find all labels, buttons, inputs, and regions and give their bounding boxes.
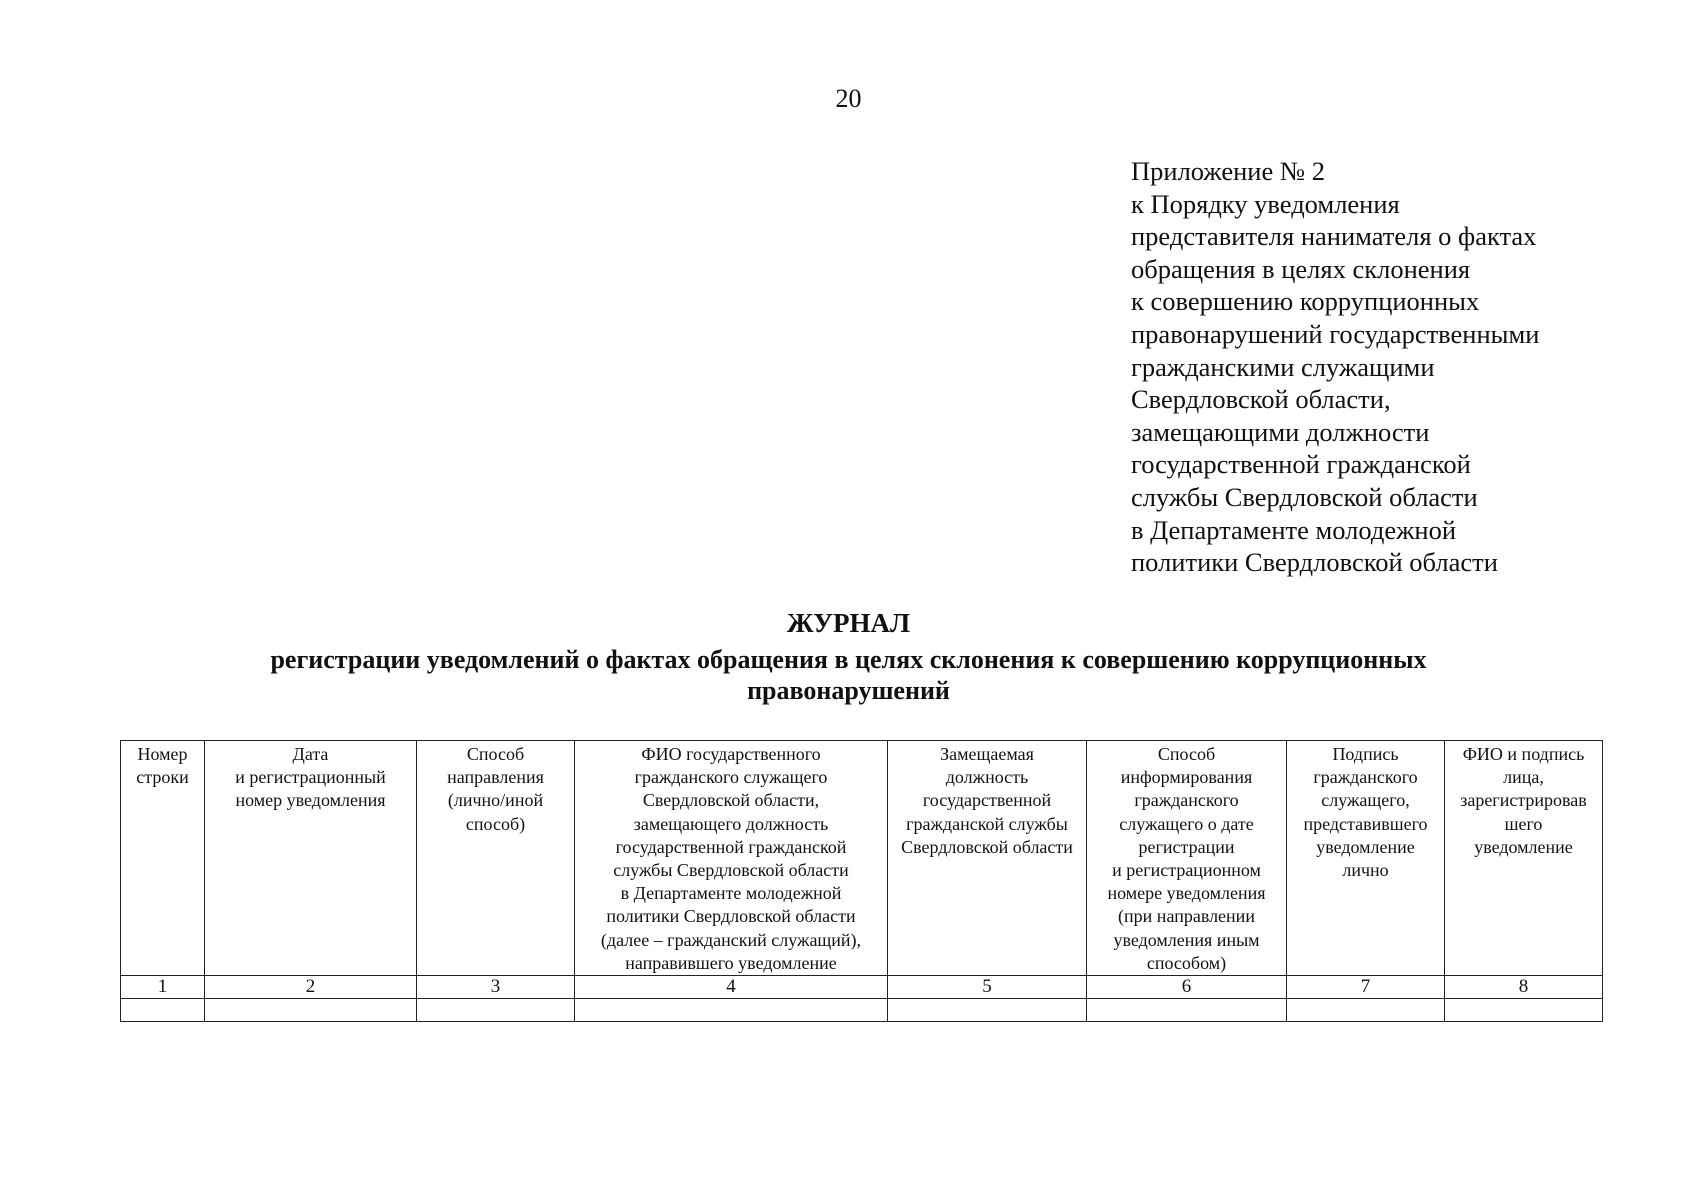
column-header-employee-name [575, 741, 888, 976]
column-number: 3 [417, 976, 575, 999]
header-line: политики Свердловской области [606, 906, 856, 927]
journal-subtitle-line: регистрации уведомлений о фактах обращения в целях склонения к совершению коррупционных [270, 645, 1427, 674]
table-cell [888, 999, 1087, 1022]
header-line: Номер [137, 744, 188, 764]
header-line: строки [136, 767, 189, 788]
header-line: и регистрационном [1112, 860, 1261, 881]
header-line: направления [447, 767, 544, 788]
appendix-line: к Порядку уведомления [1131, 188, 1400, 219]
header-line: Замещаемая [940, 744, 1034, 764]
table-cell [575, 999, 888, 1022]
appendix-line: замещающими должности [1131, 416, 1430, 447]
appendix-line: обращения в целях склонения [1131, 253, 1471, 284]
header-line: (лично/иной [447, 790, 544, 811]
table-row [121, 999, 1603, 1022]
header-line: ФИО и подпись [1462, 744, 1585, 764]
journal-title: ЖУРНАЛ [786, 608, 911, 638]
column-header-informing-method [1087, 741, 1287, 976]
column-number: 2 [205, 976, 417, 999]
journal-subtitle [160, 644, 1537, 706]
table-cell [417, 999, 575, 1022]
header-line: направившего уведомление [625, 952, 837, 973]
header-line: государственной гражданской [615, 836, 847, 857]
appendix-line: гражданскими служащими [1131, 351, 1435, 382]
appendix-line: Приложение № 2 [1131, 156, 1326, 186]
column-header-method [417, 741, 575, 976]
header-line: номер уведомления [235, 790, 386, 811]
column-number: 7 [1287, 976, 1445, 999]
appendix-line: в Департаменте молодежной [1131, 514, 1457, 545]
column-header-employee-signature [1287, 741, 1445, 976]
header-line: государственной [922, 790, 1052, 811]
appendix-line: государственной гражданской [1131, 449, 1471, 480]
header-line: ФИО государственного [641, 744, 821, 764]
header-line: службы Свердловской области [613, 860, 849, 881]
column-header-date-number [205, 741, 417, 976]
header-line: Способ [1157, 744, 1216, 764]
column-header-position [888, 741, 1087, 976]
column-number: 5 [888, 976, 1087, 999]
appendix-line: правонарушений государственными [1131, 318, 1540, 349]
column-number: 8 [1445, 976, 1603, 999]
header-line: номере уведомления [1107, 883, 1266, 904]
header-line: способ) [465, 813, 526, 834]
header-row [121, 741, 1603, 976]
header-line: Дата [292, 744, 329, 764]
header-line: уведомления иным [1113, 929, 1260, 950]
header-line: уведомление [1474, 836, 1573, 857]
column-header-registrar [1445, 741, 1603, 976]
header-line: лица, [1503, 767, 1544, 788]
table-cell [1287, 999, 1445, 1022]
column-header-row-number [121, 741, 205, 976]
header-line: уведомление [1316, 836, 1415, 857]
table-cell [1087, 999, 1287, 1022]
appendix-line: представителя нанимателя о фактах [1131, 221, 1537, 252]
journal-table [120, 740, 1603, 1022]
header-line: служащего, [1321, 790, 1410, 811]
appendix-line: политики Свердловской области [1131, 547, 1498, 578]
header-line: замещающего должность [633, 813, 829, 834]
column-number: 1 [121, 976, 205, 999]
header-line: Способ [466, 744, 525, 764]
table-cell [205, 999, 417, 1022]
header-line: лично [1342, 860, 1389, 881]
table-cell [121, 999, 205, 1022]
column-number: 4 [575, 976, 888, 999]
column-number: 6 [1087, 976, 1287, 999]
header-line: (далее – гражданский служащий), [600, 929, 862, 950]
appendix-block [1131, 155, 1651, 579]
header-line: гражданского [1134, 790, 1239, 811]
journal-subtitle-line: правонарушений [747, 676, 950, 705]
header-line: регистрации [1138, 836, 1235, 857]
appendix-line: к совершению коррупционных [1131, 286, 1480, 317]
header-line: Свердловской области, [642, 790, 820, 811]
header-line: служащего о дате [1119, 813, 1254, 834]
header-line: информирования [1120, 767, 1253, 788]
header-line: зарегистрировав [1460, 790, 1587, 811]
appendix-line: Свердловской области, [1131, 384, 1391, 415]
header-line: и регистрационный [235, 767, 386, 788]
header-line: гражданского служащего [634, 767, 828, 788]
table-cell [1445, 999, 1603, 1022]
header-line: гражданского [1313, 767, 1418, 788]
header-line: в Департаменте молодежной [620, 883, 842, 904]
header-line: способом) [1146, 952, 1227, 973]
header-line: должность [945, 767, 1029, 788]
header-line: Подпись [1332, 744, 1399, 764]
header-line: представившего [1303, 813, 1428, 834]
appendix-line: службы Свердловской области [1131, 481, 1478, 512]
header-line: (при направлении [1118, 906, 1255, 927]
header-line: гражданской службы [906, 813, 1068, 834]
column-number-row [121, 976, 1603, 999]
header-line: шего [1504, 813, 1543, 834]
header-line: Свердловской области [901, 836, 1073, 857]
page-number: 20 [835, 84, 862, 113]
